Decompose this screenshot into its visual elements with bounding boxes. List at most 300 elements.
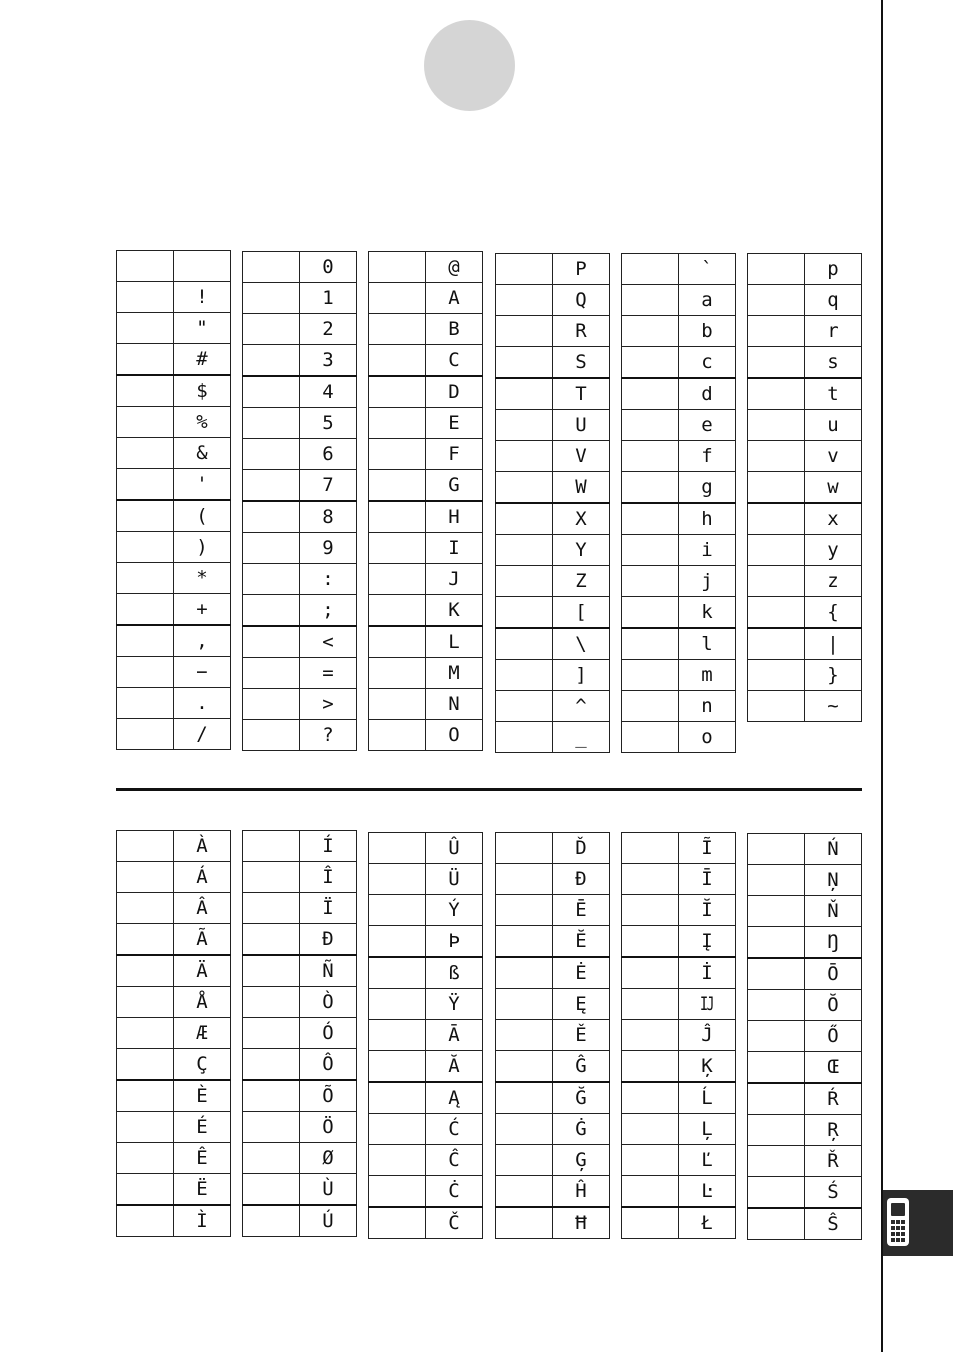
char-cell: 3 [300,345,357,377]
char-cell: À [174,831,231,862]
char-cell: y [805,535,862,566]
char-row [496,989,610,1020]
char-cell: l [679,628,736,660]
char-cell: ; [300,595,357,627]
char-cell: f [679,441,736,472]
char-row [369,989,483,1020]
char-row [622,1207,736,1239]
char-cell: Ã [174,924,231,956]
code-cell [117,625,174,657]
code-cell [117,1112,174,1143]
char-cell: { [805,597,862,629]
char-row [622,503,736,535]
char-row [748,628,862,660]
char-cell: E [426,408,483,439]
code-cell [243,439,300,470]
char-table-bottom-3 [368,832,483,1239]
char-cell: Ĥ [553,1176,610,1208]
code-cell [243,1112,300,1143]
char-cell: Ċ [426,1176,483,1208]
code-cell [622,1145,679,1176]
char-row [748,597,862,629]
char-cell: Č [426,1207,483,1239]
char-cell: O [426,720,483,751]
char-row [748,958,862,990]
char-cell: ~ [805,691,862,722]
char-row [622,566,736,597]
char-row [496,535,610,566]
code-cell [496,254,553,285]
char-row [496,566,610,597]
code-cell [496,989,553,1020]
char-cell: J [426,564,483,595]
code-cell [117,955,174,987]
char-row [748,834,862,865]
char-cell: > [300,689,357,720]
char-cell: Ň [805,896,862,927]
char-cell: Ķ [679,1051,736,1083]
char-row [496,1051,610,1083]
code-cell [117,469,174,501]
char-cell: + [174,594,231,626]
code-cell [117,438,174,469]
char-row [243,501,357,533]
code-cell [243,1205,300,1237]
char-row [748,566,862,597]
code-cell [243,345,300,377]
char-row [369,501,483,533]
char-cell: M [426,658,483,689]
char-cell: s [805,347,862,379]
char-row [369,345,483,377]
char-cell [174,251,231,282]
char-row [369,1114,483,1145]
char-row [496,285,610,316]
char-row [369,283,483,314]
code-cell [117,657,174,688]
char-cell: Ć [426,1114,483,1145]
char-row [748,896,862,927]
char-row [243,314,357,345]
char-cell: Ä [174,955,231,987]
char-row [622,864,736,895]
char-row [243,376,357,408]
char-row [748,927,862,959]
char-row [622,660,736,691]
char-row [369,864,483,895]
code-cell [496,441,553,472]
char-cell: p [805,254,862,285]
code-cell [369,926,426,958]
code-cell [117,1080,174,1112]
char-cell: x [805,503,862,535]
char-table-top-6 [747,253,862,722]
code-cell [117,407,174,438]
code-cell [622,895,679,926]
char-cell: ( [174,500,231,532]
code-cell [243,893,300,924]
char-row [748,1052,862,1084]
char-table-top-4 [495,253,610,753]
char-row [243,408,357,439]
char-cell: , [174,625,231,657]
code-cell [243,533,300,564]
code-cell [369,1020,426,1051]
char-cell: Đ [553,864,610,895]
char-row [622,1051,736,1083]
char-row [369,564,483,595]
char-cell: É [174,1112,231,1143]
code-cell [117,563,174,594]
code-cell [369,957,426,989]
char-row [117,987,231,1018]
char-cell: a [679,285,736,316]
code-cell [243,408,300,439]
char-cell: V [553,441,610,472]
char-row [369,408,483,439]
page-edge-line [881,0,883,1352]
code-cell [117,1205,174,1237]
char-cell: Ü [426,864,483,895]
code-cell [243,924,300,956]
char-row [243,1112,357,1143]
char-cell: Ý [426,895,483,926]
code-cell [117,1018,174,1049]
char-cell: Ē [553,895,610,926]
char-cell: Ò [300,987,357,1018]
code-cell [117,313,174,344]
char-cell: Å [174,987,231,1018]
char-cell: Þ [426,926,483,958]
char-row [369,689,483,720]
char-cell: Į [679,926,736,958]
char-cell: Ŏ [805,990,862,1021]
char-cell: g [679,472,736,504]
code-cell [496,285,553,316]
char-table-top-3 [368,251,483,751]
char-row [369,1176,483,1208]
char-cell: Ĵ [679,1020,736,1051]
code-cell [496,503,553,535]
code-cell [748,347,805,379]
code-cell [369,989,426,1020]
code-cell [243,595,300,627]
code-cell [622,472,679,504]
char-row [622,1145,736,1176]
code-cell [496,1176,553,1208]
char-row [117,1112,231,1143]
code-cell [622,535,679,566]
code-cell [748,285,805,316]
code-cell [496,957,553,989]
char-row [369,658,483,689]
char-row [117,1018,231,1049]
char-row [496,597,610,629]
char-cell: e [679,410,736,441]
char-row [243,862,357,893]
char-row [622,989,736,1020]
char-row [622,410,736,441]
char-cell: . [174,688,231,719]
code-cell [117,375,174,407]
char-row [117,469,231,501]
code-cell [243,252,300,283]
code-cell [496,1082,553,1114]
code-cell [622,1207,679,1239]
char-cell: Ŋ [805,927,862,959]
code-cell [369,1051,426,1083]
char-cell: Z [553,566,610,597]
char-cell: F [426,439,483,470]
char-cell: Ś [805,1177,862,1209]
char-cell: ` [679,254,736,285]
code-cell [243,501,300,533]
code-cell [243,1143,300,1174]
char-row [748,503,862,535]
char-row [117,563,231,594]
char-row [622,691,736,722]
code-cell [243,626,300,658]
char-row [117,1049,231,1081]
char-row [622,957,736,989]
code-cell [243,1080,300,1112]
code-cell [369,408,426,439]
char-row [748,865,862,896]
code-cell [369,895,426,926]
code-cell [243,314,300,345]
char-row [369,533,483,564]
code-cell [117,251,174,282]
code-cell [369,252,426,283]
char-cell: t [805,378,862,410]
char-table-top-1 [116,250,231,750]
char-cell: Ç [174,1049,231,1081]
char-cell: Ď [553,833,610,864]
char-cell: Ġ [553,1114,610,1145]
char-row [622,378,736,410]
char-cell: U [553,410,610,441]
char-row [748,1177,862,1209]
code-cell [748,628,805,660]
char-row [117,407,231,438]
char-row [117,1174,231,1206]
code-cell [622,691,679,722]
code-cell [369,833,426,864]
char-row [369,1020,483,1051]
code-cell [369,1176,426,1208]
char-row [369,1082,483,1114]
code-cell [622,722,679,753]
code-cell [369,376,426,408]
code-cell [748,566,805,597]
char-cell: Ù [300,1174,357,1206]
char-row [243,283,357,314]
char-row [243,955,357,987]
code-cell [622,1176,679,1208]
char-row [622,1020,736,1051]
char-row [369,720,483,751]
code-cell [622,254,679,285]
code-cell [369,1145,426,1176]
char-cell: % [174,407,231,438]
code-cell [369,533,426,564]
code-cell [748,535,805,566]
char-row [117,688,231,719]
char-row [622,722,736,753]
char-cell: Ņ [805,865,862,896]
char-table-bottom-1 [116,830,231,1237]
char-cell: Ě [553,1020,610,1051]
char-cell: w [805,472,862,504]
char-cell: v [805,441,862,472]
char-cell: Ŝ [805,1208,862,1240]
char-cell: Ń [805,834,862,865]
char-row [748,990,862,1021]
char-row [369,1051,483,1083]
code-cell [243,470,300,502]
code-cell [117,500,174,532]
char-row [243,1143,357,1174]
char-cell: Ê [174,1143,231,1174]
code-cell [496,1207,553,1239]
code-cell [369,626,426,658]
char-row [117,893,231,924]
char-cell: ' [174,469,231,501]
char-row [622,254,736,285]
code-cell [748,472,805,504]
char-row [496,347,610,379]
code-cell [496,895,553,926]
char-row [117,1205,231,1237]
code-cell [748,1177,805,1209]
char-row [496,1020,610,1051]
char-row [369,626,483,658]
char-row [243,987,357,1018]
char-row [117,955,231,987]
char-row [496,722,610,753]
char-row [748,378,862,410]
char-row [117,344,231,376]
code-cell [117,1174,174,1206]
char-cell: A [426,283,483,314]
code-cell [622,628,679,660]
char-cell: Ô [300,1049,357,1081]
char-row [369,470,483,502]
code-cell [369,689,426,720]
char-cell: Ř [805,1146,862,1177]
code-cell [748,597,805,629]
char-cell: \ [553,628,610,660]
char-row [496,1207,610,1239]
char-table-bottom-5 [621,832,736,1239]
char-cell: È [174,1080,231,1112]
code-cell [117,282,174,313]
char-row [496,1114,610,1145]
char-cell: B [426,314,483,345]
char-cell: D [426,376,483,408]
char-row [496,378,610,410]
char-row [622,535,736,566]
char-cell: Ŀ [679,1176,736,1208]
code-cell [622,1114,679,1145]
char-cell: Û [426,833,483,864]
char-row [748,347,862,379]
char-row [496,926,610,958]
char-row [369,833,483,864]
char-row [117,831,231,862]
char-row [243,533,357,564]
char-row [496,410,610,441]
char-row [117,500,231,532]
char-row [748,691,862,722]
code-cell [243,1018,300,1049]
char-cell: * [174,563,231,594]
code-cell [496,1145,553,1176]
code-cell [369,564,426,595]
char-row [622,347,736,379]
code-cell [496,833,553,864]
char-cell: n [679,691,736,722]
code-cell [622,378,679,410]
char-row [748,441,862,472]
code-cell [117,924,174,956]
char-table-bottom-6 [747,833,862,1240]
code-cell [369,1207,426,1239]
char-cell: 5 [300,408,357,439]
char-row [496,503,610,535]
char-row [748,285,862,316]
char-cell: G [426,470,483,502]
char-row [622,895,736,926]
char-row [496,628,610,660]
code-cell [117,893,174,924]
code-cell [748,1083,805,1115]
code-cell [622,566,679,597]
char-cell: " [174,313,231,344]
char-cell: Ą [426,1082,483,1114]
char-row [243,1205,357,1237]
char-row [369,957,483,989]
char-row [496,316,610,347]
char-cell: Ì [174,1205,231,1237]
char-cell: S [553,347,610,379]
char-row [117,251,231,282]
code-cell [496,472,553,504]
char-row [243,626,357,658]
char-cell: İ [679,957,736,989]
char-cell: = [300,658,357,689]
char-row [748,1146,862,1177]
code-cell [748,503,805,535]
char-row [243,345,357,377]
char-cell: Ő [805,1021,862,1052]
char-cell: Ĭ [679,895,736,926]
char-cell: Ħ [553,1207,610,1239]
code-cell [369,501,426,533]
code-cell [748,1146,805,1177]
char-cell: Æ [174,1018,231,1049]
char-cell: @ [426,252,483,283]
code-cell [622,957,679,989]
code-cell [622,660,679,691]
code-cell [369,720,426,751]
code-cell [243,689,300,720]
code-cell [243,564,300,595]
char-cell: Ÿ [426,989,483,1020]
char-row [496,895,610,926]
char-cell: Ú [300,1205,357,1237]
code-cell [622,864,679,895]
